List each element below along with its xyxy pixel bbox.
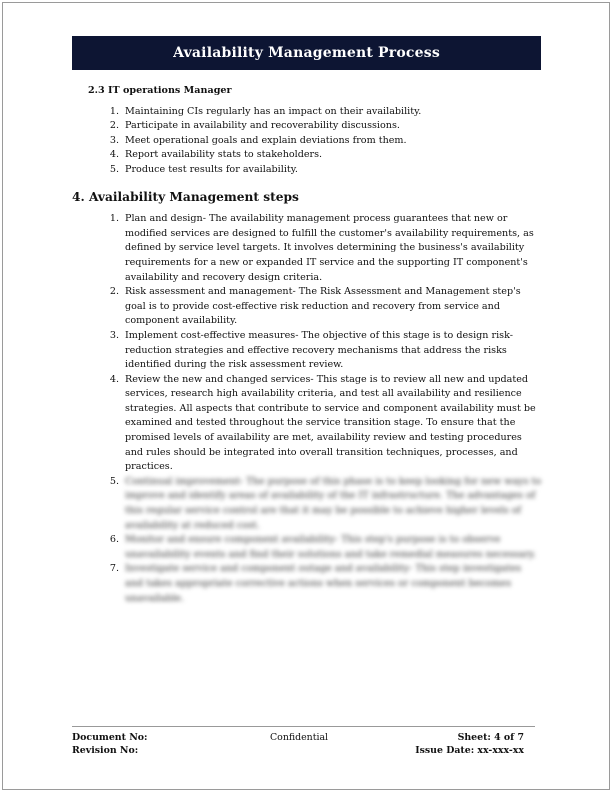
list-number: 7. [109,563,119,575]
list-text: Participate in availability and recoverability discussions. [125,120,400,132]
list-number: 5. [109,163,119,175]
list-text: Report availability stats to stakeholders. [125,149,323,161]
list-number: 2. [109,286,119,298]
list-text: Meet operational goals and explain deviations from them. [125,134,407,146]
list-item [72,105,542,120]
document-no-label: Document No: [72,732,148,743]
list-text: Plan and design- The availability management process guarantees that new or modified services are designed to fulfill the customer's availability requirements, as defined by service level targets. It involves determining the business's availability requirements for a new or expanded IT service and the supporting IT component's availability and recovery design criteria. [125,213,534,283]
confidential-label: Confidential [270,732,329,743]
document-body [72,84,542,606]
list-text: Review the new and changed services- This stage is to review all new and updated services, research high availability criteria, and test all availability and resilience strategies. All aspects that contribute to service and component availability must be examined and tested throughout the service transition stage. To ensure that the promised levels of availability are met, availability review and testing procedures and rules should be integrated into overall transition techniques, processes, and practices. [125,373,536,473]
list-number: 2. [109,120,119,132]
blurred-list-text: Continual improvement- The purpose of this phase is to keep looking for new ways to improve and identify areas of availability of the IT infrastructure. The advantages of this regular service control are that it may be possible to achieve higher levels of availability at reduced cost. [125,475,542,531]
blurred-list-text: Monitor and ensure component availability- This step's purpose is to observe unavailability events and find their solutions and take remedial measures necessary. [125,534,536,560]
list-item [72,533,542,562]
list-number: 3. [109,134,119,146]
list-item [72,285,542,329]
revision-no-label: Revision No: [72,744,139,756]
list-text: Implement cost-effective measures- The objective of this stage is to design risk-reduction strategies and effective recovery mechanisms that address the risks identified during the risk assessment review. [125,329,513,371]
list-item [72,134,542,149]
list-number: 4. [109,149,119,161]
list-item [72,163,542,178]
list-item [72,373,542,475]
list-number: 4. [109,373,119,385]
list-number: 1. [109,105,119,117]
blurred-list-text: Investigate service and component outage and availability- This step investigates and takes appropriate corrective actions when services or component becomes unavailable. [125,563,522,604]
section-heading: 4. Availability Management steps [72,189,299,204]
subsection-heading: 2.3 IT operations Manager [88,85,232,96]
list-text: Risk assessment and management- The Risk Assessment and Management step's goal is to provide cost-effective risk reduction and recovery from service and component availability. [125,286,521,327]
subsection-list [72,105,542,178]
list-text: Maintaining CIs regularly has an impact on their availability. [125,105,422,117]
list-number: 5. [109,475,119,487]
list-item [72,148,542,163]
sheet-number: Sheet: 4 of 7 [457,732,524,743]
list-item [72,475,542,533]
list-item [72,329,542,373]
list-number: 6. [109,534,119,546]
list-number: 1. [109,213,119,225]
page-title: Availability Management Process [173,45,440,61]
list-item [72,119,542,134]
list-number: 3. [109,329,119,341]
issue-date: Issue Date: xx-xxx-xx [415,744,524,756]
steps-list [72,212,542,606]
footer-row [72,745,524,758]
list-item [72,212,542,285]
list-text: Produce test results for availability. [125,163,298,175]
footer [72,732,524,757]
footer-divider [72,726,535,727]
header-bar [72,36,541,70]
list-item [72,562,542,606]
